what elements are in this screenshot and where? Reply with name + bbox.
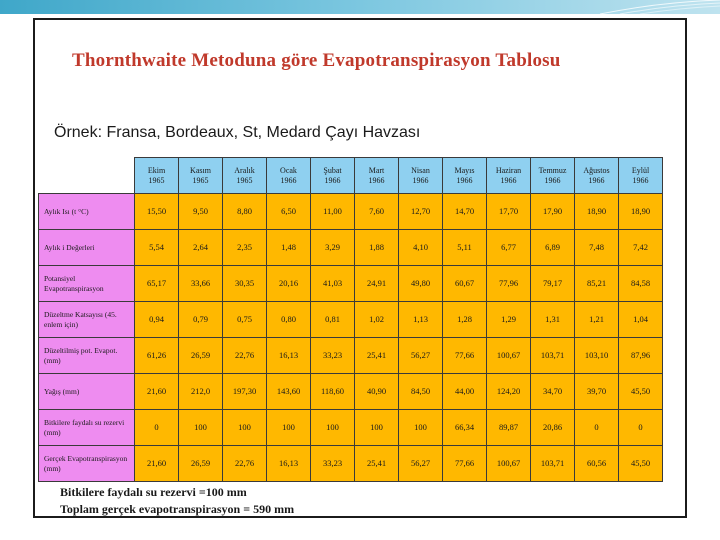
column-year: 1966 xyxy=(412,175,429,185)
row-label: Bitkilere faydalı su rezervi (mm) xyxy=(39,410,135,446)
table-cell: 100 xyxy=(223,410,267,446)
table-cell: 22,76 xyxy=(223,338,267,374)
table-cell: 60,67 xyxy=(443,266,487,302)
table-cell: 1,28 xyxy=(443,302,487,338)
table-cell: 84,50 xyxy=(399,374,443,410)
row-label: Aylık i Değerleri xyxy=(39,230,135,266)
table-cell: 1,21 xyxy=(575,302,619,338)
table-cell: 0 xyxy=(619,410,663,446)
table-cell: 100 xyxy=(399,410,443,446)
table-cell: 16,13 xyxy=(267,338,311,374)
table-cell: 87,96 xyxy=(619,338,663,374)
table-row xyxy=(39,338,663,374)
column-header xyxy=(223,158,267,194)
table-row xyxy=(39,410,663,446)
table-cell: 6,50 xyxy=(267,194,311,230)
column-month: Ocak xyxy=(280,165,297,175)
table-cell: 0,79 xyxy=(179,302,223,338)
table-cell: 100 xyxy=(267,410,311,446)
table-cell: 100 xyxy=(311,410,355,446)
table-cell: 56,27 xyxy=(399,338,443,374)
table-cell: 14,70 xyxy=(443,194,487,230)
column-header xyxy=(443,158,487,194)
table-cell: 6,89 xyxy=(531,230,575,266)
table-cell: 89,87 xyxy=(487,410,531,446)
table-cell: 77,66 xyxy=(443,446,487,482)
table-cell: 77,66 xyxy=(443,338,487,374)
table-cell: 25,41 xyxy=(355,338,399,374)
column-header xyxy=(355,158,399,194)
table-cell: 12,70 xyxy=(399,194,443,230)
table-cell: 7,48 xyxy=(575,230,619,266)
column-month: Haziran xyxy=(495,165,522,175)
column-header xyxy=(135,158,179,194)
column-year: 1965 xyxy=(236,175,253,185)
table-cell: 25,41 xyxy=(355,446,399,482)
column-header xyxy=(311,158,355,194)
table-cell: 66,34 xyxy=(443,410,487,446)
table-cell: 6,77 xyxy=(487,230,531,266)
table-cell: 4,10 xyxy=(399,230,443,266)
table-cell: 11,00 xyxy=(311,194,355,230)
column-year: 1966 xyxy=(588,175,605,185)
table-cell: 56,27 xyxy=(399,446,443,482)
table-cell: 7,42 xyxy=(619,230,663,266)
column-month: Kasım xyxy=(190,165,211,175)
table-cell: 45,50 xyxy=(619,446,663,482)
table-cell: 1,29 xyxy=(487,302,531,338)
table-cell: 21,60 xyxy=(135,446,179,482)
column-header xyxy=(267,158,311,194)
column-year: 1965 xyxy=(148,175,165,185)
column-month: Aralık xyxy=(234,165,255,175)
evapotranspiration-table xyxy=(38,157,663,482)
table-cell: 0 xyxy=(575,410,619,446)
table-cell: 49,80 xyxy=(399,266,443,302)
table-cell: 24,91 xyxy=(355,266,399,302)
table-cell: 100,67 xyxy=(487,338,531,374)
table-cell: 5,11 xyxy=(443,230,487,266)
table-cell: 45,50 xyxy=(619,374,663,410)
column-year: 1966 xyxy=(632,175,649,185)
table-cell: 65,17 xyxy=(135,266,179,302)
column-year: 1966 xyxy=(544,175,561,185)
column-month: Ağustos xyxy=(583,165,610,175)
table-cell: 40,90 xyxy=(355,374,399,410)
table-cell: 103,71 xyxy=(531,446,575,482)
table-cell: 17,90 xyxy=(531,194,575,230)
table-cell: 79,17 xyxy=(531,266,575,302)
column-year: 1966 xyxy=(456,175,473,185)
table-cell: 26,59 xyxy=(179,338,223,374)
column-month: Eylül xyxy=(631,165,650,175)
column-header xyxy=(619,158,663,194)
table-row xyxy=(39,374,663,410)
table-cell: 20,86 xyxy=(531,410,575,446)
page-title: Thornthwaite Metoduna göre Evapotranspirasyon Tablosu xyxy=(72,50,561,71)
column-year: 1966 xyxy=(500,175,517,185)
table-cell: 17,70 xyxy=(487,194,531,230)
table-cell: 41,03 xyxy=(311,266,355,302)
row-label: Yağış (mm) xyxy=(39,374,135,410)
decorative-lines xyxy=(600,0,720,14)
table-cell: 1,31 xyxy=(531,302,575,338)
table-row xyxy=(39,230,663,266)
column-year: 1965 xyxy=(192,175,209,185)
table-cell: 21,60 xyxy=(135,374,179,410)
table-cell: 212,0 xyxy=(179,374,223,410)
table-cell: 16,13 xyxy=(267,446,311,482)
table-cell: 100 xyxy=(355,410,399,446)
column-month: Nisan xyxy=(411,165,430,175)
table-cell: 2,35 xyxy=(223,230,267,266)
row-label: Düzeltme Katsayısı (45. enlem için) xyxy=(39,302,135,338)
column-header xyxy=(179,158,223,194)
table-cell: 1,04 xyxy=(619,302,663,338)
column-month: Mayıs xyxy=(454,165,475,175)
table-cell: 33,23 xyxy=(311,446,355,482)
table-row xyxy=(39,446,663,482)
table-cell: 34,70 xyxy=(531,374,575,410)
example-subtitle: Örnek: Fransa, Bordeaux, St, Medard Çayı Havzası xyxy=(54,124,421,141)
table-cell: 18,90 xyxy=(575,194,619,230)
table-row xyxy=(39,266,663,302)
table-cell: 0,75 xyxy=(223,302,267,338)
table-cell: 20,16 xyxy=(267,266,311,302)
table-cell: 1,48 xyxy=(267,230,311,266)
table-cell: 18,90 xyxy=(619,194,663,230)
table-cell: 100,67 xyxy=(487,446,531,482)
table-cell: 26,59 xyxy=(179,446,223,482)
column-header xyxy=(531,158,575,194)
table-cell: 2,64 xyxy=(179,230,223,266)
table-row xyxy=(39,302,663,338)
table-cell: 1,88 xyxy=(355,230,399,266)
table-cell: 44,00 xyxy=(443,374,487,410)
table-cell: 85,21 xyxy=(575,266,619,302)
table-cell: 5,54 xyxy=(135,230,179,266)
table-row xyxy=(39,194,663,230)
table-cell: 15,50 xyxy=(135,194,179,230)
table-cell: 61,26 xyxy=(135,338,179,374)
table-cell: 0 xyxy=(135,410,179,446)
table-cell: 1,13 xyxy=(399,302,443,338)
table-cell: 60,56 xyxy=(575,446,619,482)
column-year: 1966 xyxy=(280,175,297,185)
table-cell: 33,23 xyxy=(311,338,355,374)
table-cell: 197,30 xyxy=(223,374,267,410)
column-month: Ekim xyxy=(147,165,166,175)
table-cell: 0,80 xyxy=(267,302,311,338)
total-evapotranspiration-note: Toplam gerçek evapotranspirasyon = 590 mm xyxy=(60,502,295,516)
column-header xyxy=(575,158,619,194)
column-header xyxy=(487,158,531,194)
table-cell: 3,29 xyxy=(311,230,355,266)
table-cell: 1,02 xyxy=(355,302,399,338)
table-header-row xyxy=(39,158,663,194)
table-cell: 7,60 xyxy=(355,194,399,230)
table-cell: 39,70 xyxy=(575,374,619,410)
table-cell: 30,35 xyxy=(223,266,267,302)
table-cell: 8,80 xyxy=(223,194,267,230)
column-year: 1966 xyxy=(368,175,385,185)
table-cell: 0,94 xyxy=(135,302,179,338)
table-cell: 84,58 xyxy=(619,266,663,302)
row-label: Aylık Isı (t °C) xyxy=(39,194,135,230)
column-month: Şubat xyxy=(323,165,342,175)
column-month: Temmuz xyxy=(538,165,567,175)
row-label: Gerçek Evapotranspirasyon (mm) xyxy=(39,446,135,482)
table-cell: 143,60 xyxy=(267,374,311,410)
table-cell: 118,60 xyxy=(311,374,355,410)
table-cell: 103,10 xyxy=(575,338,619,374)
table-cell: 9,50 xyxy=(179,194,223,230)
table-cell: 33,66 xyxy=(179,266,223,302)
column-year: 1966 xyxy=(324,175,341,185)
table-cell: 77,96 xyxy=(487,266,531,302)
table-cell: 0,81 xyxy=(311,302,355,338)
column-month: Mart xyxy=(368,165,385,175)
table-cell: 100 xyxy=(179,410,223,446)
row-label: Potansiyel Evapotranspirasyon xyxy=(39,266,135,302)
table-corner-cell xyxy=(39,158,135,194)
table-cell: 22,76 xyxy=(223,446,267,482)
column-header xyxy=(399,158,443,194)
table-cell: 103,71 xyxy=(531,338,575,374)
table-cell: 124,20 xyxy=(487,374,531,410)
row-label: Düzeltilmiş pot. Evapot. (mm) xyxy=(39,338,135,374)
water-reserve-note: Bitkilere faydalı su rezervi =100 mm xyxy=(60,485,247,499)
